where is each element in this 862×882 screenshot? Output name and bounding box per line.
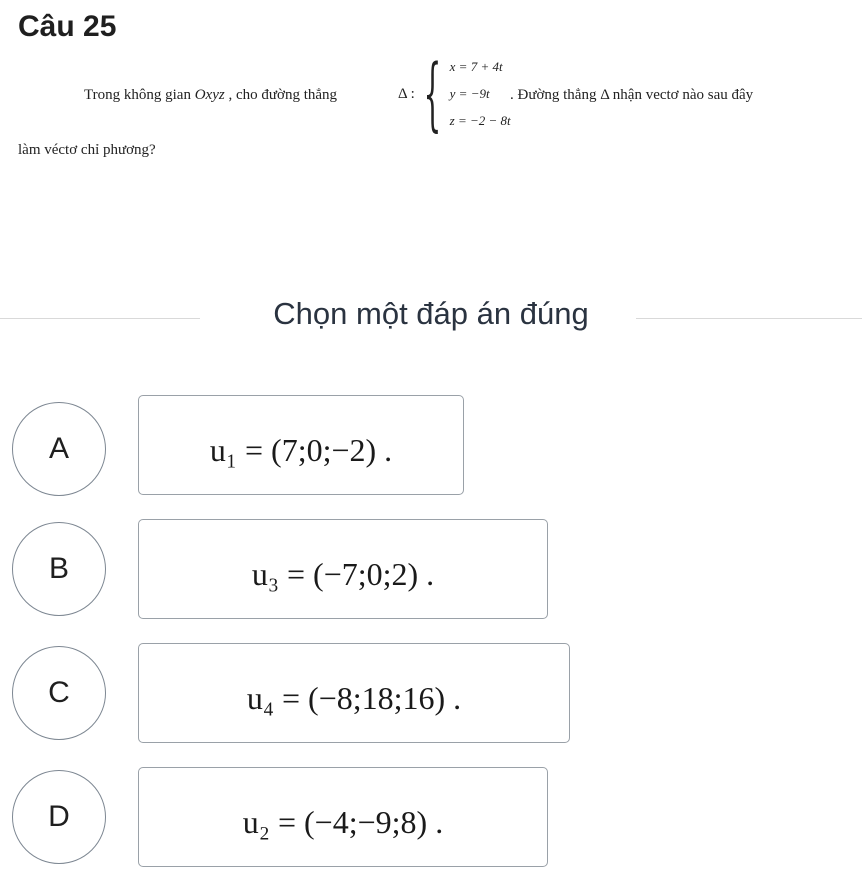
equation-list xyxy=(450,55,511,133)
stem-line2: làm véctơ chỉ phương? xyxy=(18,142,156,158)
delta-label: Δ : xyxy=(398,85,415,102)
option-d-answer-box[interactable] xyxy=(138,767,548,867)
option-c-formula: u₄ = (−8;18;16) . xyxy=(246,679,462,716)
line-equation-system xyxy=(398,47,511,140)
stem-line1-right: . Đường thẳng Δ nhận vectơ nào sau đây xyxy=(510,87,754,103)
option-b-letter-badge[interactable]: B xyxy=(12,522,106,616)
option-c[interactable] xyxy=(0,646,862,756)
option-a[interactable] xyxy=(0,402,862,512)
answer-section-title: Chọn một đáp án đúng xyxy=(273,296,589,331)
option-c-answer-box[interactable] xyxy=(138,643,570,743)
option-b-formula: u₃ = (−7;0;2) . xyxy=(251,555,435,592)
equation-z: z = −2 − 8t xyxy=(449,113,511,128)
left-brace-icon: { xyxy=(423,47,442,140)
option-d-letter-badge[interactable]: D xyxy=(12,770,106,864)
stem-mid: , cho đường thẳng xyxy=(224,87,338,103)
option-d[interactable] xyxy=(0,770,862,880)
stem-space-name: Oxyz xyxy=(194,87,225,103)
option-b[interactable] xyxy=(0,522,862,632)
question-title: Câu 25 xyxy=(18,10,117,43)
equation-x: x = 7 + 4t xyxy=(449,59,503,74)
divider-right xyxy=(636,318,862,319)
option-a-formula: u₁ = (7;0;−2) . xyxy=(209,431,393,468)
stem-line1-left xyxy=(84,87,337,104)
option-c-letter-badge[interactable]: C xyxy=(12,646,106,740)
question-stem xyxy=(0,0,862,170)
option-d-formula: u₂ = (−4;−9;8) . xyxy=(242,803,444,840)
option-b-answer-box[interactable] xyxy=(138,519,548,619)
stem-prefix: Trong không gian xyxy=(84,87,195,103)
option-a-letter-badge[interactable]: A xyxy=(12,402,106,496)
option-a-answer-box[interactable] xyxy=(138,395,464,495)
equation-y: y = −9t xyxy=(449,86,490,101)
